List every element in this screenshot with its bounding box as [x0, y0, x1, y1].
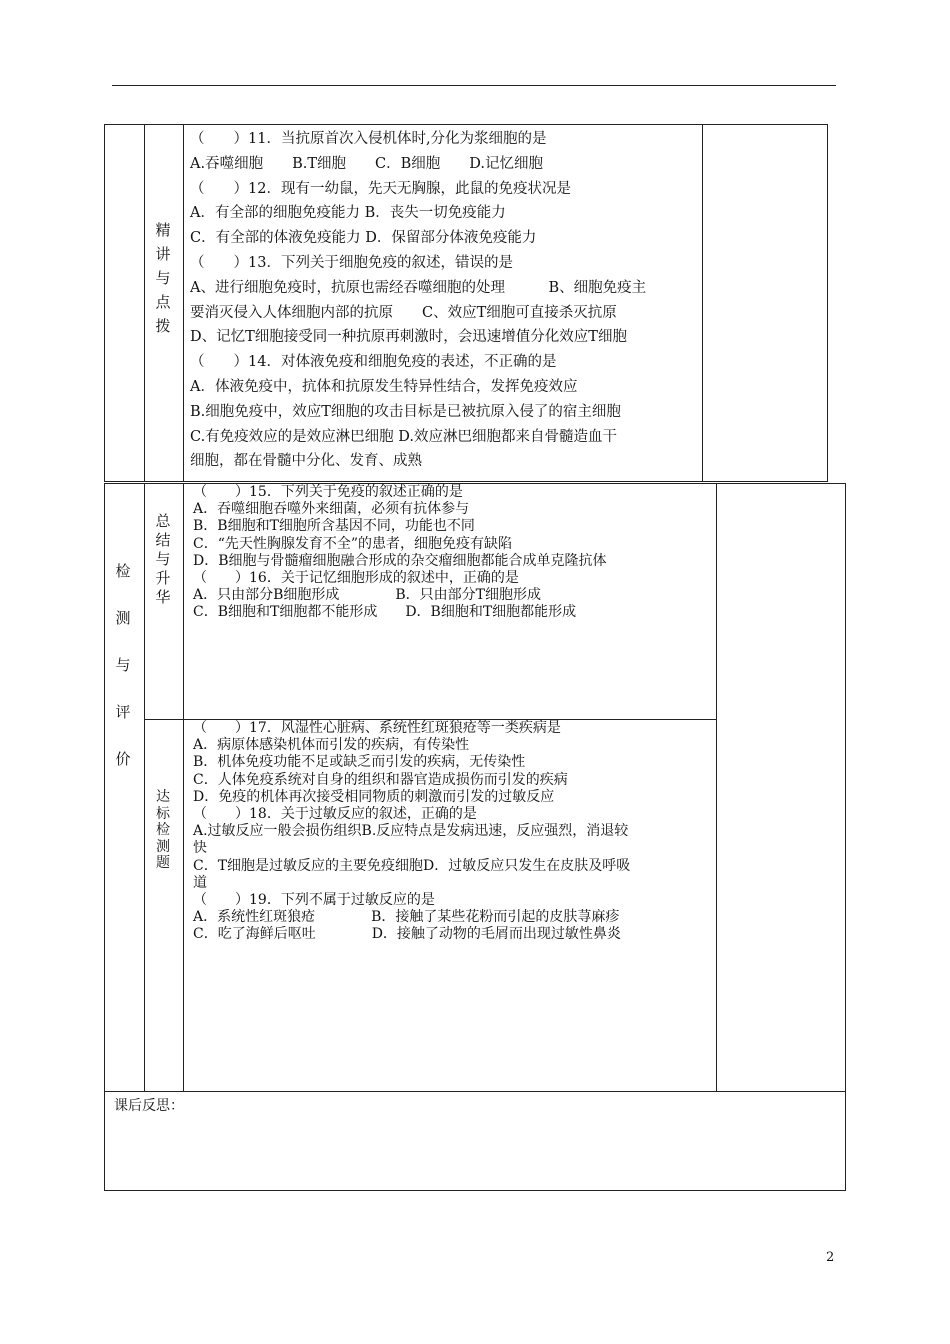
section2-label-char: 检 [115, 562, 131, 580]
option-line: A．吞噬细胞吞噬外来细菌，必须有抗体参与 [193, 501, 470, 518]
summary-label-char: 华 [155, 588, 171, 606]
section1-label-char: 与 [155, 269, 171, 287]
section1-divider-1 [144, 124, 145, 482]
section1-label-char: 讲 [155, 245, 171, 263]
reflection-label: 课后反思： [114, 1098, 184, 1114]
header-rule [112, 85, 836, 86]
question-line: （ ）17．风湿性心脏病、系统性红斑狼疮等一类疾病是 [193, 720, 561, 736]
test-label [148, 789, 178, 872]
option-line: B.细胞免疫中，效应T细胞的攻击目标是已被抗原入侵了的宿主细胞 [190, 403, 621, 420]
option-line: A.吞噬细胞 B.T细胞 C．B细胞 D.记忆细胞 [190, 155, 543, 172]
option-line: 细胞，都在骨髓中分化、发育、成熟 [190, 453, 422, 470]
question-line: （ ）13．下列关于细胞免疫的叙述，错误的是 [190, 254, 513, 271]
option-line: A．系统性红斑狼疮 B．接触了某些花粉而引起的皮肤荨麻疹 [193, 909, 620, 926]
test-label-char: 标 [156, 805, 170, 822]
section2-divider-2 [183, 483, 184, 1091]
summary-label-char: 总 [155, 512, 171, 530]
option-line: D．B细胞与骨髓瘤细胞融合形成的杂交瘤细胞都能合成单克隆抗体 [193, 552, 607, 569]
section2-label-char: 评 [115, 703, 131, 721]
reflection-rule [104, 1091, 846, 1092]
option-line: C．B细胞和T细胞都不能形成 D．B细胞和T细胞都能形成 [193, 604, 577, 621]
option-line: C．人体免疫系统对自身的组织和器官造成损伤而引发的疾病 [193, 771, 568, 788]
option-line: 道 [193, 874, 207, 891]
test-label-char: 检 [156, 822, 170, 838]
option-line: B．机体免疫功能不足或缺乏而引发的疾病，无传染性 [193, 754, 526, 771]
section1-label-char: 拨 [155, 317, 171, 335]
section2-divider-3 [716, 483, 717, 1091]
summary-label-char: 结 [155, 531, 171, 549]
option-line: B．B细胞和T细胞所含基因不同，功能也不同 [193, 518, 475, 535]
option-line: C.有免疫效应的是效应淋巴细胞 D.效应淋巴细胞都来自骨髓造血干 [190, 428, 618, 445]
summary-label-char: 与 [155, 550, 171, 568]
section1-label-char: 点 [155, 293, 171, 311]
page-number: 2 [826, 1250, 835, 1265]
section1-divider-3 [702, 124, 703, 482]
summary-label-char: 升 [155, 569, 171, 587]
option-line: 要消灭侵入人体细胞内部的抗原 C、效应T细胞可直接杀灭抗原 [190, 304, 617, 321]
option-line: A．体液免疫中，抗体和抗原发生特异性结合，发挥免疫效应 [190, 378, 578, 395]
summary-label [148, 512, 178, 607]
option-line: C．T细胞是过敏反应的主要免疫细胞D．过敏反应只发生在皮肤及呼吸 [193, 857, 631, 874]
question-line: （ ）16．关于记忆细胞形成的叙述中，正确的是 [193, 569, 519, 586]
section2-label-char: 测 [115, 609, 131, 627]
option-line: D、记忆T细胞接受同一种抗原再刺激时，会迅速增值分化效应T细胞 [190, 329, 627, 346]
option-line: C．“先天性胸腺发育不全”的患者，细胞免疫有缺陷 [193, 535, 513, 552]
option-line: A．病原体感染机体而引发的疾病，有传染性 [193, 737, 470, 754]
option-line: 快 [193, 840, 207, 857]
question-line: （ ）14．对体液免疫和细胞免疫的表述，不正确的是 [190, 354, 557, 371]
summary-content [193, 484, 607, 622]
option-line: A．有全部的细胞免疫能力 B．丧失一切免疫能力 [190, 205, 506, 222]
test-content [193, 720, 630, 943]
option-line: A.过敏反应一般会损伤组织B.反应特点是发病迅速，反应强烈，消退较 [193, 823, 629, 840]
question-line: （ ）11．当抗原首次入侵机体时,分化为浆细胞的是 [190, 131, 547, 147]
option-line: D．免疫的机体再次接受相同物质的刺激而引发的过敏反应 [193, 788, 555, 805]
question-line: （ ）18．关于过敏反应的叙述，正确的是 [193, 805, 477, 822]
option-line: A、进行细胞免疫时，抗原也需经吞噬细胞的处理 B、细胞免疫主 [190, 279, 647, 296]
option-line: A．只由部分B细胞形成 B．只由部分T细胞形成 [193, 587, 542, 604]
section1-divider-2 [183, 124, 184, 482]
section1-label-char: 精 [155, 221, 171, 239]
section2-outer-label [108, 548, 138, 783]
option-line: C．吃了海鲜后呕吐 D．接触了动物的毛屑而出现过敏性鼻炎 [193, 926, 621, 943]
test-label-char: 题 [156, 855, 170, 871]
question-line: （ ）12．现有一幼鼠，先天无胸腺，此鼠的免疫状况是 [190, 180, 571, 197]
section2-divider-1 [144, 483, 145, 1091]
section2-label-char: 价 [115, 750, 131, 768]
section2-label-char: 与 [115, 656, 131, 674]
section1-content [190, 127, 646, 474]
test-label-char: 达 [156, 789, 170, 805]
question-line: （ ）19．下列不属于过敏反应的是 [193, 891, 435, 908]
section1-label [148, 218, 178, 338]
question-line: （ ）15．下列关于免疫的叙述正确的是 [193, 484, 463, 500]
test-label-char: 测 [156, 838, 170, 855]
option-line: C．有全部的体液免疫能力 D．保留部分体液免疫能力 [190, 230, 537, 247]
